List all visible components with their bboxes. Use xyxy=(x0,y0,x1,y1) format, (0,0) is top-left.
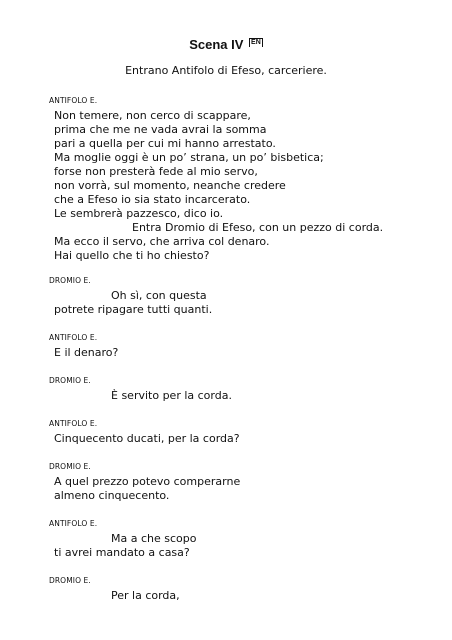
dialogue-line: E il denaro? xyxy=(54,346,119,359)
dialogue-line: forse non presterà fede al mio servo, xyxy=(54,165,258,178)
dialogue-line: almeno cinquecento. xyxy=(54,489,170,502)
speaker-name: DROMIO E. xyxy=(49,462,91,471)
speaker-name: ANTIFOLO E. xyxy=(49,96,98,105)
dialogue-line: Le sembrerà pazzesco, dico io. xyxy=(54,207,224,220)
dialogue-line: Non temere, non cerco di scappare, xyxy=(54,109,251,122)
scene-title: Scena IV xyxy=(189,37,244,52)
dialogue-line: pari a quella per cui mi hanno arrestato. xyxy=(54,137,276,150)
dialogue-line: Ma a che scopo xyxy=(111,532,197,545)
speaker-name: DROMIO E. xyxy=(49,376,91,385)
dialogue-line: ti avrei mandato a casa? xyxy=(54,546,190,559)
dialogue-line: non vorrà, sul momento, neanche credere xyxy=(54,179,286,192)
dialogue-line: prima che me ne vada avrai la somma xyxy=(54,123,267,136)
speaker-name: DROMIO E. xyxy=(49,576,91,585)
speaker-name: DROMIO E. xyxy=(49,276,91,285)
dialogue-line: Oh sì, con questa xyxy=(111,289,207,302)
speaker-name: ANTIFOLO E. xyxy=(49,333,98,342)
inline-stage-direction: Entra Dromio di Efeso, con un pezzo di corda. xyxy=(132,221,384,234)
dialogue-line: Per la corda, xyxy=(111,589,180,602)
stage-direction: Entrano Antifolo di Efeso, carceriere. xyxy=(125,64,327,77)
dialogue-line: Cinquecento ducati, per la corda? xyxy=(54,432,240,445)
speaker-name: ANTIFOLO E. xyxy=(49,419,98,428)
scene-heading xyxy=(0,36,452,54)
dialogue-line: Ma ecco il servo, che arriva col denaro. xyxy=(54,235,270,248)
dialogue-line: potrete ripagare tutti quanti. xyxy=(54,303,213,316)
dialogue-line: È servito per la corda. xyxy=(111,389,232,402)
dialogue-line: Ma moglie oggi è un po’ strana, un po’ bisbetica; xyxy=(54,151,324,164)
dialogue-line: A quel prezzo potevo comperarne xyxy=(54,475,241,488)
dialogue-line: Hai quello che ti ho chiesto? xyxy=(54,249,210,262)
dialogue-line: che a Efeso io sia stato incarcerato. xyxy=(54,193,251,206)
speaker-name: ANTIFOLO E. xyxy=(49,519,98,528)
english-version-link[interactable]: EN xyxy=(251,39,261,46)
